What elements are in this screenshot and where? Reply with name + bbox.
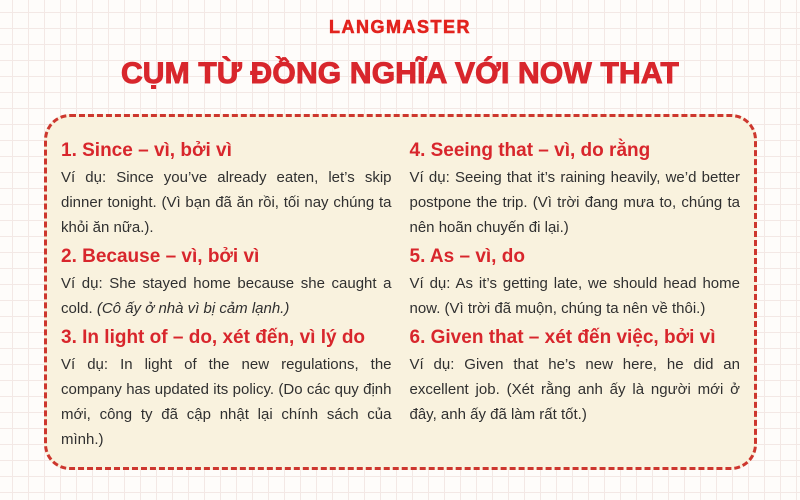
item-body: Ví dụ: Given that he’s new here, he did an excellent job. (Xét rằng anh ấy là người mới ở đây, anh ấy đã làm rất tốt.) [409,356,740,423]
content-card [44,114,757,470]
item-body: Ví dụ: As it’s getting late, we should head home now. (Vì trời đã muộn, chúng ta nên về thôi.) [409,275,740,317]
item-as [410,240,741,321]
item-title: 5. As – vì, do [409,246,525,267]
item-title: 4. Seeing that – vì, do rằng [409,140,651,161]
item-title: 3. In light of – do, xét đến, vì lý do [61,327,366,348]
items-grid [61,141,740,452]
item-body: Ví dụ: Seeing that it’s raining heavily, we’d better postpone the trip. (Vì trời đang mưa to, chúng ta nên hoãn chuyến đi lại.) [409,169,740,236]
item-seeing-that [410,141,741,240]
item-title: 6. Given that – xét đến việc, bởi vì [409,327,716,348]
item-title: 2. Because – vì, bởi vì [61,246,260,267]
item-body: Ví dụ: Since you’ve already eaten, let’s skip dinner tonight. (Vì bạn đã ăn rồi, tối nay chúng ta khỏi ăn nữa.). [61,169,392,236]
item-body: Ví dụ: In light of the new regulations, the company has updated its policy. (Do các quy định mới, công ty đã cập nhật lại chính sách của mình.) [61,356,392,448]
item-in-light-of [61,321,392,452]
langmaster-logo: LANGMASTER [329,17,471,37]
item-given-that [410,321,741,427]
item-title: 1. Since – vì, bởi vì [61,140,232,161]
item-because [61,240,392,321]
item-body: Ví dụ: She stayed home because she caught a cold. (Cô ấy ở nhà vì bị cảm lạnh.) [61,275,392,317]
item-since [61,141,392,240]
page-title: CỤM TỪ ĐỒNG NGHĨA VỚI NOW THAT [120,57,680,90]
